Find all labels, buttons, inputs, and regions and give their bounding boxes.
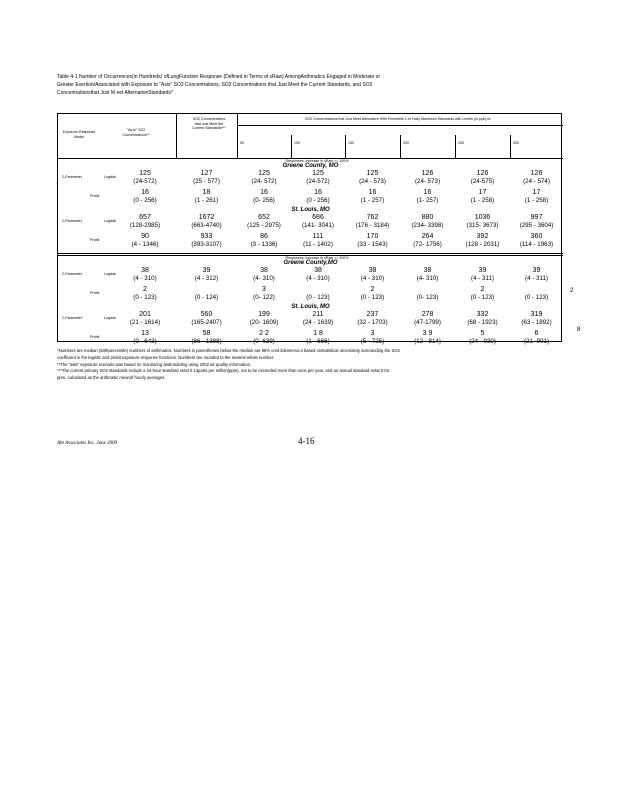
cell-interval: (0- 256) — [253, 197, 275, 204]
cell-interval: (128-2985) — [129, 222, 161, 229]
cell-interval: (0 - 643) — [133, 338, 157, 345]
cell-value: 17 — [478, 189, 487, 196]
header-alternative-standards: SO2 Concentrations that Just Meet Alternative 99th Percentile 1-hr Daily Maximum Standards with Levels (in ppb) of: — [305, 117, 491, 121]
model-label: 2-Parameter — [62, 272, 82, 276]
cell-value: 201 — [139, 311, 151, 318]
margin-mark-2: 8 — [577, 327, 581, 333]
cell-interval: (3 - 1336) — [250, 241, 278, 248]
caption-line-3: Concentrationsthat Just M eet AlternativeStandards* — [57, 90, 173, 96]
footer-publisher: Abt Associates Inc. June 2009 — [57, 441, 118, 446]
cell-interval: (63 - 1892) — [521, 319, 552, 326]
cell-interval: (20- 1609) — [249, 319, 279, 326]
cell-interval: (393-3107) — [191, 241, 222, 248]
cell-value: 38 — [368, 267, 377, 274]
cell-value: 39 — [532, 267, 541, 274]
cell-value: 16 — [423, 189, 432, 196]
cell-value: 126 — [421, 170, 434, 177]
table-rule — [237, 125, 563, 126]
header-as-is: "As is" SO2 Concentrations** — [122, 128, 150, 137]
table-col-rule — [400, 135, 401, 158]
cell-interval: (21- 901) — [523, 338, 550, 345]
page-number: 4-16 — [298, 436, 315, 446]
model-label: 2-Parameter — [62, 316, 82, 320]
cell-interval: (1 - 258) — [524, 197, 549, 204]
cell-value: 18 — [202, 189, 211, 196]
cell-interval: (128 - 2031) — [465, 241, 500, 248]
cell-interval: (25 - 577) — [193, 178, 220, 185]
cell-interval: (295 - 3604) — [519, 222, 554, 229]
caption-line-2: Greater Exertion/Associated with Exposure to "Asis" SO2 Concentrations, SO2 Concentrations that Just Meet the Current Standards, and SO2 — [57, 82, 373, 88]
cell-value: 319 — [530, 311, 543, 318]
cell-value: 3 — [262, 286, 266, 293]
cell-value: 880 — [421, 214, 434, 221]
cell-value: 686 — [312, 214, 324, 221]
caption-line-1: Table 4-1.Number of Occurrences(in Hundreds) ofLungFunction Response (Defined in Terms of sRaw) AmongAsthmatics Engaged in Moderate or — [57, 74, 381, 80]
header-level-100: 100 — [294, 141, 300, 145]
cell-interval: (4 - 310) — [133, 275, 157, 282]
table-col-rule — [237, 114, 238, 158]
note-1: *Numbers are median (50thpercentile) numbers of asthmatics. Numbers in parentheses below the median are 95% cred ibleinterva s based onstatistical uncertainty surrounding the SO2 — [57, 348, 400, 353]
header-model: Exposure-Response Model — [62, 130, 96, 139]
cell-value: 90 — [141, 233, 149, 240]
cell-interval: (72- 1756) — [413, 241, 442, 248]
cell-interval: (33 - 1543) — [357, 241, 388, 248]
table-rule — [58, 253, 563, 254]
cell-interval: (24 - 573) — [359, 178, 386, 185]
note-1-cont: coefficient in the logistic and probit exposure-response functions. Numbers are rounded to the nearest whole number. — [57, 354, 275, 360]
cell-interval: (0 - 123) — [306, 294, 330, 301]
cell-value: 39 — [202, 267, 211, 274]
function-label: Logistic — [104, 175, 117, 179]
table-col-rule — [455, 135, 456, 158]
cell-value: 199 — [258, 311, 270, 318]
cell-value: 16 — [314, 189, 322, 196]
cell-value: 1672 — [198, 214, 215, 221]
city-name: Greene County,MO — [283, 260, 338, 266]
cell-interval: (1 - 258) — [470, 197, 495, 204]
cell-value: 657 — [139, 214, 151, 221]
cell-value: 762 — [366, 214, 379, 221]
function-label: Logistic — [104, 272, 117, 276]
cell-interval: (4 - 310) — [306, 275, 330, 282]
cell-interval: (12 - 814) — [414, 338, 441, 345]
cell-value: 264 — [421, 233, 434, 240]
cell-interval: (32 - 1703) — [357, 319, 388, 326]
cell-interval: (24-572) — [306, 178, 330, 185]
margin-mark-1: 2 — [570, 288, 574, 294]
cell-value: 3 9 — [422, 330, 433, 337]
cell-interval: (141- 3041) — [302, 222, 334, 229]
cell-interval: (4- 310) — [416, 275, 439, 282]
cell-value: 16 — [141, 189, 149, 196]
cell-interval: (24-575) — [470, 178, 495, 185]
cell-value: 16 — [260, 189, 268, 196]
table-notes — [57, 348, 562, 382]
cell-value: 126 — [530, 170, 543, 177]
cell-interval: (176 - 3184) — [355, 222, 390, 229]
cell-value: 125 — [366, 170, 379, 177]
cell-interval: (4 - 311) — [525, 275, 548, 282]
header-level-200: 200 — [403, 141, 409, 145]
cell-interval: (0 - 124) — [194, 294, 219, 301]
cell-value: 237 — [366, 311, 379, 318]
data-table — [57, 113, 562, 345]
cell-value: 38 — [423, 267, 432, 274]
table-col-rule — [176, 114, 177, 158]
cell-value: 332 — [476, 311, 489, 318]
cell-interval: (0- 122) — [253, 294, 275, 301]
cell-interval: (4 - 310) — [360, 275, 385, 282]
cell-interval: (24 - 574) — [523, 178, 550, 185]
cell-value: 5 — [480, 330, 485, 337]
cell-value: 17 — [532, 189, 541, 196]
cell-value: 126 — [476, 170, 489, 177]
table-col-rule — [345, 135, 346, 158]
cell-interval: (68 - 1923) — [467, 319, 498, 326]
function-label: Probit — [90, 291, 100, 295]
cell-interval: (47-1799) — [414, 319, 441, 326]
cell-interval: (24-572) — [133, 178, 157, 185]
cell-value: 1 8 — [313, 330, 323, 337]
cell-value: 38 — [260, 267, 268, 274]
cell-value: 16 — [368, 189, 377, 196]
cell-value: 933 — [200, 233, 213, 240]
cell-interval: (1 - 257) — [360, 197, 385, 204]
cell-value: 211 — [312, 311, 324, 318]
cell-interval: (24- 573) — [414, 178, 441, 185]
city-name: Greene County, MO — [282, 163, 339, 169]
city-name: St. Louis, MO — [291, 304, 330, 310]
cell-interval: (4 - 312) — [194, 275, 219, 282]
cell-interval: (0 - 123) — [470, 294, 495, 301]
cell-interval: (0 - 123) — [524, 294, 549, 301]
function-label: Probit — [90, 238, 100, 242]
cell-interval: (165-2407) — [191, 319, 222, 326]
cell-value: 38 — [141, 267, 149, 274]
cell-interval: (4 - 1346) — [131, 241, 159, 248]
cell-interval: (11 - 1402) — [303, 241, 333, 248]
cell-value: 652 — [258, 214, 270, 221]
cell-interval: (0 - 256) — [133, 197, 157, 204]
cell-value: 125 — [312, 170, 324, 177]
cell-interval: (0 - 256) — [306, 197, 330, 204]
cell-value: 127 — [200, 170, 213, 177]
cell-value: 2 — [480, 286, 485, 293]
cell-interval: (114 - 1963) — [519, 241, 554, 248]
table-col-rule — [291, 135, 292, 158]
cell-interval: (86 - 1388) — [191, 338, 222, 345]
cell-interval: (24 - 930) — [469, 338, 496, 345]
cell-interval: (1 - 261) — [194, 197, 219, 204]
cell-value: 560 — [200, 311, 213, 318]
header-level-300: 300 — [513, 141, 519, 145]
cell-interval: (125 - 2975) — [247, 222, 281, 229]
cell-interval: (0- 639) — [253, 338, 275, 345]
cell-value: 58 — [202, 330, 211, 337]
cell-interval: (0 - 123) — [360, 294, 385, 301]
section-title: Responses: Increase in sRaw >= 200% — [285, 256, 349, 260]
cell-interval: (1- 257) — [416, 197, 439, 204]
cell-value: 2 — [143, 286, 147, 293]
cell-value: 2 2 — [259, 330, 269, 337]
cell-value: 1036 — [474, 214, 491, 221]
note-3-cont: ppm, calculated as the arithmetic meanof hourly averages. — [57, 375, 166, 381]
cell-interval: (4- 310) — [253, 275, 275, 282]
cell-value: 997 — [530, 214, 543, 221]
table-caption — [57, 73, 562, 97]
cell-interval: (234- 3398) — [411, 222, 444, 229]
cell-value: 6 — [534, 330, 539, 337]
cell-interval: (21 - 1614) — [129, 319, 161, 326]
cell-value: 392 — [476, 233, 489, 240]
cell-value: 125 — [139, 170, 151, 177]
function-label: Probit — [90, 335, 100, 339]
cell-value: 170 — [366, 233, 379, 240]
header-level-50: 50 — [240, 141, 244, 145]
cell-interval: (0 - 123) — [133, 294, 157, 301]
cell-value: 2 — [370, 286, 375, 293]
cell-value: 86 — [260, 233, 268, 240]
function-label: Logistic — [104, 316, 117, 320]
cell-value: 125 — [258, 170, 270, 177]
section-title: Responses: Increase in sRaw >= 100% — [285, 159, 349, 163]
cell-interval: (24 - 1639) — [302, 319, 334, 326]
header-level-250: 250 — [458, 141, 464, 145]
cell-value: 3 — [370, 330, 375, 337]
cell-interval: (315- 3673) — [466, 222, 499, 229]
header-current-standards: SO2 Concentrations that Just Meet the Current Standards*** — [192, 117, 226, 131]
cell-interval: (0- 123) — [416, 294, 439, 301]
header-level-150: 150 — [348, 141, 354, 145]
note-3: ***The current primary SO2 standards include a 24-hour standard setat 0.14parts per million(ppm), not to be exceeded more than once per year, and an annual standard setat 0.03 — [57, 368, 389, 374]
cell-value: 39 — [478, 267, 487, 274]
cell-value: 360 — [530, 233, 543, 240]
model-label: 2-Parameter — [62, 219, 82, 223]
function-label: Probit — [90, 194, 100, 198]
cell-value: 13 — [141, 330, 149, 337]
cell-value: 38 — [314, 267, 322, 274]
cell-value: 278 — [421, 311, 434, 318]
cell-interval: (4 - 311) — [471, 275, 494, 282]
cell-interval: (1 - 666) — [306, 338, 330, 345]
model-label: 2-Parameter — [62, 175, 82, 179]
function-label: Logistic — [104, 219, 117, 223]
cell-interval: (24- 572) — [251, 178, 277, 185]
table-col-rule — [510, 135, 511, 158]
cell-interval: (5 - 725) — [360, 338, 385, 345]
cell-interval: (663-4740) — [191, 222, 222, 229]
note-2: **The "asis" exposure scenario was based on monitoring andmodeling using 2002 air quality information. — [57, 361, 252, 367]
city-name: St. Louis, MO — [291, 207, 330, 213]
cell-value: 111 — [312, 233, 324, 240]
